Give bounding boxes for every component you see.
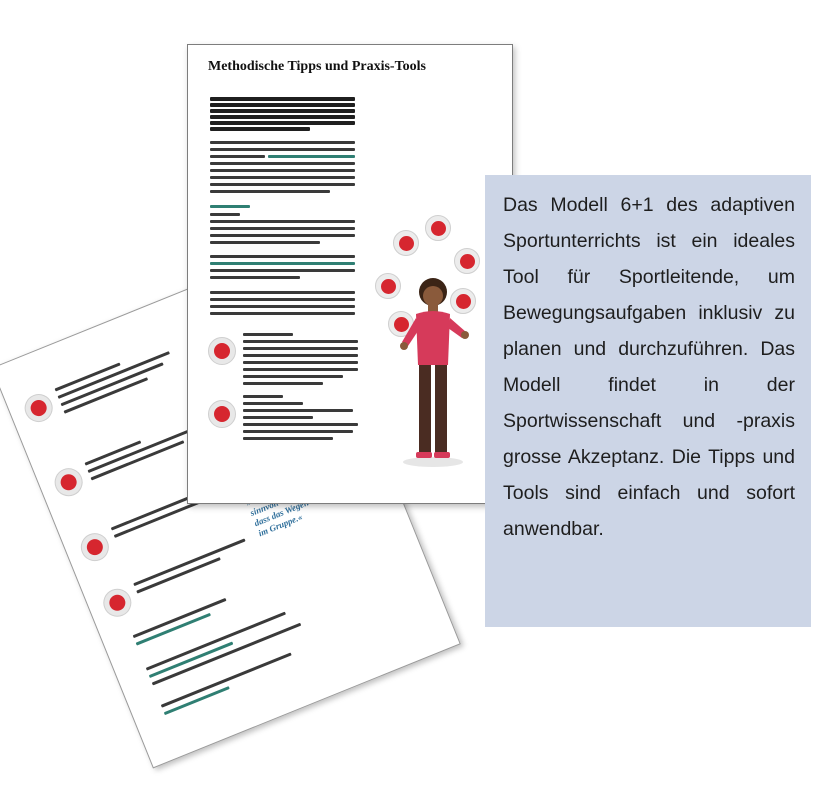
text-line	[243, 409, 353, 412]
text-line	[210, 305, 355, 308]
text-line	[210, 269, 355, 272]
text-line	[210, 176, 355, 179]
text-line	[161, 652, 292, 707]
text-line	[210, 148, 355, 151]
text-line	[210, 213, 240, 216]
adaptive-model-icon	[77, 529, 113, 565]
text-line	[243, 340, 358, 343]
text-line	[210, 169, 355, 172]
section-heading	[210, 205, 250, 208]
text-line	[210, 190, 330, 193]
pull-quote: sinnvoll dass das Wegen im Gruppe.«	[248, 497, 311, 539]
intro-line	[210, 103, 355, 107]
text-line	[243, 375, 343, 378]
page-title: Methodische Tipps und Praxis-Tools	[208, 59, 426, 74]
text-line	[210, 298, 355, 301]
text-line	[243, 382, 323, 385]
link-line	[149, 642, 234, 678]
text-line	[210, 234, 355, 237]
text-line	[91, 440, 185, 480]
text-line	[243, 333, 293, 336]
intro-line	[210, 97, 355, 101]
text-line	[210, 227, 355, 230]
adaptive-model-icon	[99, 585, 135, 621]
adaptive-model-icon	[50, 464, 86, 500]
intro-line	[210, 115, 355, 119]
text-line	[152, 623, 301, 686]
adaptive-model-icon	[393, 230, 419, 256]
adaptive-model-icon	[208, 400, 236, 428]
adaptive-model-icon	[20, 390, 56, 426]
text-line	[243, 430, 353, 433]
description-box	[485, 175, 811, 627]
text-line	[210, 162, 355, 165]
text-line	[243, 402, 303, 405]
text-line	[210, 312, 355, 315]
text-line	[210, 155, 265, 158]
text-line	[243, 395, 283, 398]
text-line	[243, 354, 358, 357]
front-page	[187, 44, 513, 504]
text-line	[210, 220, 355, 223]
text-line	[243, 347, 358, 350]
text-line	[210, 255, 355, 258]
text-line	[133, 598, 227, 638]
text-line	[243, 361, 358, 364]
link-line	[210, 262, 355, 265]
text-line	[133, 538, 245, 586]
text-line	[210, 183, 355, 186]
adaptive-model-icon	[425, 215, 451, 241]
text-line	[243, 416, 313, 419]
text-line	[210, 241, 320, 244]
intro-line	[210, 109, 355, 113]
adaptive-model-icon	[208, 337, 236, 365]
intro-line	[210, 127, 310, 131]
description-text: Das Modell 6+1 des adaptiven Sportunterrichts ist ein ideales Tool für Sportleitende, um Bewegungsaufgaben inklusiv zu planen und durchzuführen. Das Modell findet in der Sportwissenschaft und -praxis grosse Akzeptanz. Die Tipps und Tools sind einfach und sofort anwendbar.	[503, 194, 795, 540]
text-line	[210, 291, 355, 294]
text-line	[243, 437, 333, 440]
juggler-illustration	[388, 270, 478, 470]
text-line	[243, 368, 358, 371]
text-line	[88, 425, 200, 473]
text-line	[243, 423, 358, 426]
intro-line	[210, 121, 355, 125]
text-line	[136, 557, 221, 593]
text-line	[61, 362, 164, 406]
link-line	[268, 155, 355, 158]
text-line	[210, 141, 355, 144]
text-line	[210, 276, 300, 279]
